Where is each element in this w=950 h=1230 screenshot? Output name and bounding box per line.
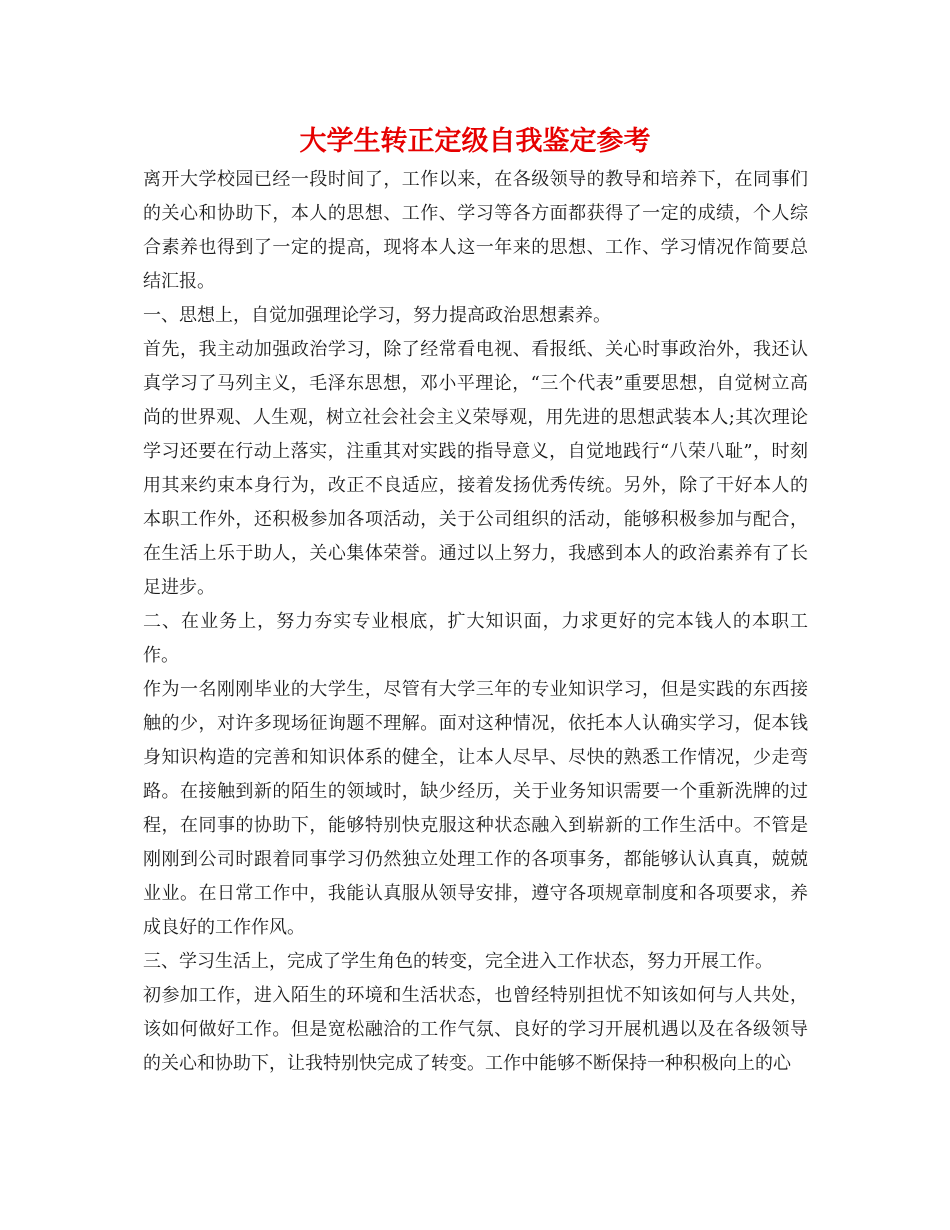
document-title: 大学生转正定级自我鉴定参考 xyxy=(299,126,651,157)
heading-section-1: 一、思想上，自觉加强理论学习，努力提高政治思想素养。 xyxy=(143,305,611,326)
heading-section-2: 二、在业务上，努力夯实专业根底，扩大知识面，力求更好的完本钱人的本职工作。 xyxy=(143,611,808,666)
document-body xyxy=(143,163,808,1081)
heading-section-3: 三、学习生活上，完成了学生角色的转变，完全进入工作状态，努力开展工作。 xyxy=(143,951,773,972)
paragraph-section-2: 作为一名刚刚毕业的大学生，尽管有大学三年的专业知识学习，但是实践的东西接触的少，对许多现场征询题不理解。面对这种情况，依托本人认确实学习，促本钱身知识构造的完善和知识体系的健全，让本人尽早、尽快的熟悉工作情况，少走弯路。在接触到新的陌生的领域时，缺少经历，关于业务知识需要一个重新洗牌的过程，在同事的协助下，能够特别快克服这种状态融入到崭新的工作生活中。不管是刚刚到公司时跟着同事学习仍然独立处理工作的各项事务，都能够认认真真，兢兢业业。在日常工作中，我能认真服从领导安排，遵守各项规章制度和各项要求，养成良好的工作作风。 xyxy=(143,679,808,938)
paragraph-section-1: 首先，我主动加强政治学习，除了经常看电视、看报纸、关心时事政治外，我还认真学习了马列主义，毛泽东思想，邓小平理论，“三个代表”重要思想，自觉树立高尚的世界观、人生观，树立社会社会主义荣辱观，用先进的思想武装本人;其次理论学习还要在行动上落实，注重其对实践的指导意义，自觉地践行“八荣八耻”，时刻用其来约束本身行为，改正不良适应，接着发扬优秀传统。另外，除了干好本人的本职工作外，还积极参加各项活动，关于公司组织的活动，能够积极参加与配合，在生活上乐于助人，关心集体荣誉。通过以上努力，我感到本人的政治素养有了长足进步。 xyxy=(143,339,808,598)
paragraph-section-3: 初参加工作，进入陌生的环境和生活状态，也曾经特别担忧不知该如何与人共处，该如何做好工作。但是宽松融洽的工作气氛、良好的学习开展机遇以及在各级领导的关心和协助下，让我特别快完成了转变。工作中能够不断保持一种积极向上的心 xyxy=(143,985,808,1074)
paragraph-intro: 离开大学校园已经一段时间了，工作以来，在各级领导的教导和培养下，在同事们的关心和协助下，本人的思想、工作、学习等各方面都获得了一定的成绩，个人综合素养也得到了一定的提高，现将本人这一年来的思想、工作、学习情况作简要总结汇报。 xyxy=(143,169,808,292)
